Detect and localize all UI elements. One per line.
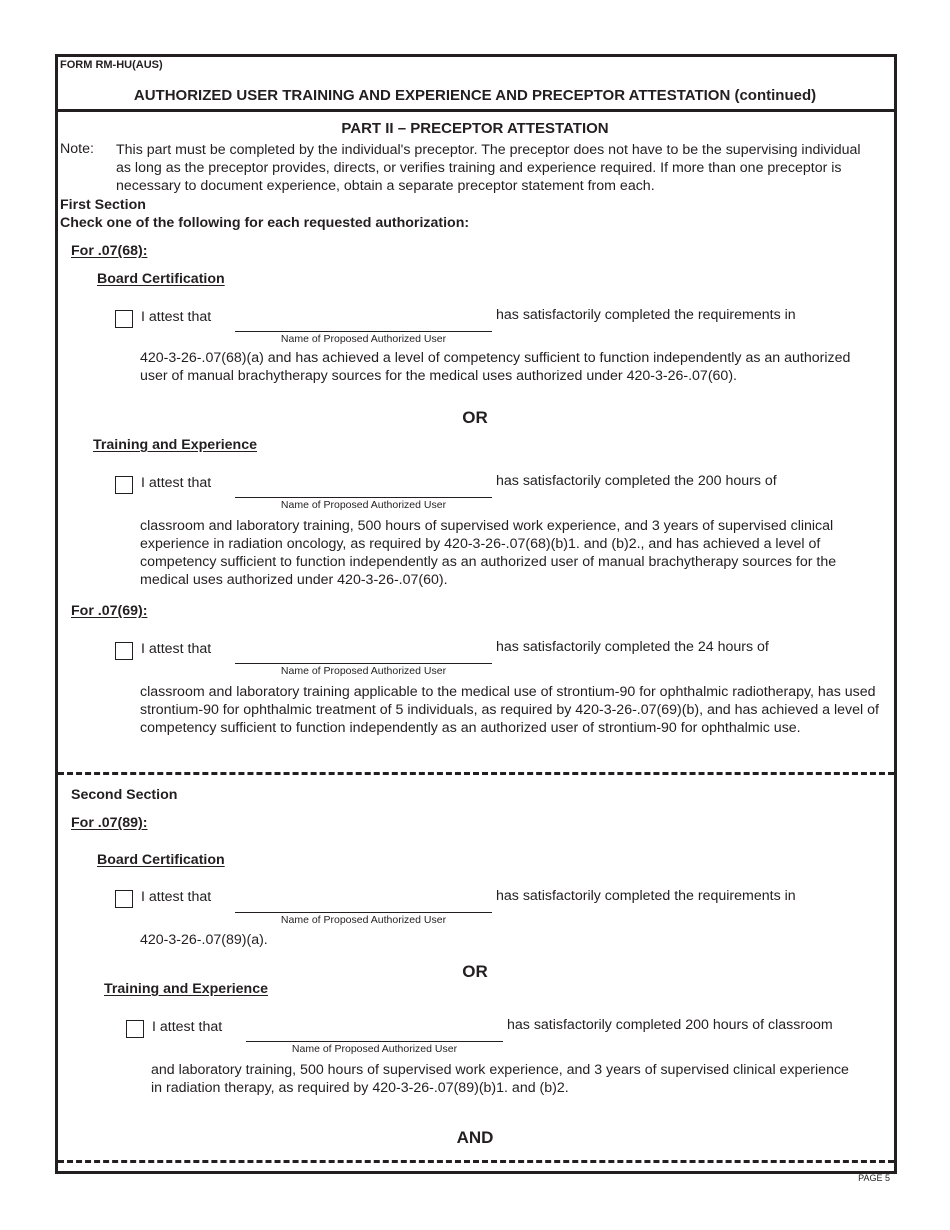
page-number: PAGE 5 (858, 1173, 890, 1183)
attest-tail-text: has satisfactorily completed the 24 hours of (496, 639, 769, 655)
strontium-69-checkbox[interactable] (115, 642, 133, 660)
form-id: FORM RM-HU(AUS) (60, 59, 163, 71)
attest-label: I attest that (141, 889, 212, 905)
training-experience-89-checkbox[interactable] (126, 1020, 144, 1038)
bc89-body-text: 420-3-26-.07(89)(a). (140, 932, 268, 948)
attest-label: I attest that (141, 309, 212, 325)
first-section-instruction: Check one of the following for each requested authorization: (60, 215, 470, 231)
attest-tail-text: has satisfactorily completed the requirements in (496, 888, 796, 904)
attest-tail-text: has satisfactorily completed the 200 hours of (496, 473, 777, 489)
board-certification-68-checkbox[interactable] (115, 310, 133, 328)
for-07-89-heading: For .07(89): (71, 815, 148, 831)
attest-label: I attest that (141, 641, 212, 657)
proposed-user-name-field-te68[interactable] (235, 497, 492, 498)
signature-line-caption: Name of Proposed Authorized User (280, 665, 447, 677)
signature-line-caption: Name of Proposed Authorized User (280, 499, 447, 511)
sr69-body-text: classroom and laboratory training applicable to the medical use of strontium-90 for ophthalmic radiotherapy, has used strontium-90 for ophthalmic treatment of 5 individuals, as required by 420-3-26-.07(69)(b), and has achieved a level of competency sufficient to function independently as an authorized user of strontium-90 for ophthalmic use. (140, 684, 879, 736)
te89-body-text: and laboratory training, 500 hours of supervised work experience, and 3 years of supervised clinical experience in radiation therapy, as required by 420-3-26-.07(89)(b)1. and (b)2. (151, 1062, 849, 1096)
proposed-user-name-field-sr69[interactable] (235, 663, 492, 664)
signature-line-caption: Name of Proposed Authorized User (280, 333, 447, 345)
header-divider (58, 109, 894, 112)
or-separator-1: OR (462, 408, 488, 427)
first-section-heading: First Section (60, 197, 146, 213)
training-experience-89-heading: Training and Experience (104, 981, 268, 997)
board-certification-68-heading: Board Certification (97, 271, 225, 287)
signature-line-caption: Name of Proposed Authorized User (291, 1043, 458, 1055)
te68-body-text: classroom and laboratory training, 500 hours of supervised work experience, and 3 years of supervised clinical experience in radiation oncology, as required by 420-3-26-.07(68)(b)1. and (b)2., and has achieved a level of competency sufficient to function independently as an authorized user of manual brachytherapy sources for the medical uses authorized under 420-3-26-.07(60). (140, 518, 837, 588)
attest-label: I attest that (141, 475, 212, 491)
part-heading: PART II – PRECEPTOR ATTESTATION (341, 120, 609, 137)
training-experience-68-heading: Training and Experience (93, 437, 257, 453)
form-title: AUTHORIZED USER TRAINING AND EXPERIENCE AND PRECEPTOR ATTESTATION (continued) (133, 87, 817, 104)
and-separator: AND (456, 1128, 494, 1147)
signature-line-caption: Name of Proposed Authorized User (280, 914, 447, 926)
attest-tail-text: has satisfactorily completed the requirements in (496, 307, 796, 323)
note-label: Note: (60, 141, 94, 157)
attest-label: I attest that (152, 1019, 223, 1035)
for-07-69-heading: For .07(69): (71, 603, 148, 619)
or-separator-2: OR (462, 962, 488, 981)
proposed-user-name-field-te89[interactable] (246, 1041, 503, 1042)
bottom-divider (58, 1160, 894, 1163)
proposed-user-name-field-bc68[interactable] (235, 331, 492, 332)
second-section-heading: Second Section (71, 787, 178, 803)
proposed-user-name-field-bc89[interactable] (235, 912, 492, 913)
board-certification-89-heading: Board Certification (97, 852, 225, 868)
note-text: This part must be completed by the individual's preceptor. The preceptor does not have to be the supervising individual as long as the preceptor provides, directs, or verifies training and experience required. If more than one preceptor is necessary to document experience, obtain a separate preceptor statement from each. (116, 142, 861, 194)
attest-tail-text: has satisfactorily completed 200 hours of classroom (507, 1017, 833, 1033)
board-certification-89-checkbox[interactable] (115, 890, 133, 908)
for-07-68-heading: For .07(68): (71, 243, 148, 259)
section-divider (58, 772, 894, 775)
bc68-body-text: 420-3-26-.07(68)(a) and has achieved a level of competency sufficient to function independently as an authorized user of manual brachytherapy sources for the medical uses authorized under 420-3-26-.07(60). (140, 350, 851, 384)
training-experience-68-checkbox[interactable] (115, 476, 133, 494)
